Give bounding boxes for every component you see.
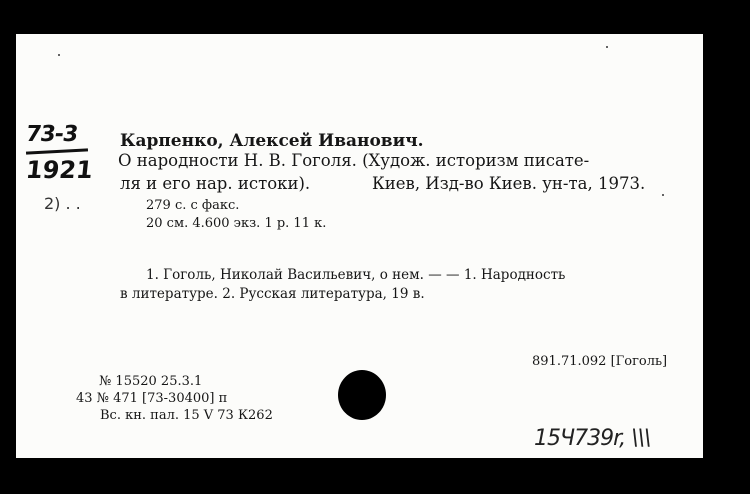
speck	[662, 194, 664, 196]
stamp-circle	[338, 370, 386, 420]
imprint: Киев, Изд-во Киев. ун-та, 1973.	[372, 174, 646, 193]
author-heading: Карпенко, Алексей Иванович.	[120, 131, 424, 151]
catalog-card	[16, 34, 703, 458]
subjects-line-2: в литературе. 2. Русская литература, 19 в.	[120, 286, 425, 302]
speck	[58, 54, 60, 56]
format-price: 20 см. 4.600 экз. 1 р. 11 к.	[146, 216, 327, 231]
title-line-2: ля и его нар. истоки).	[120, 174, 311, 193]
record-line-3: Вс. кн. пал. 15 V 73 К262	[100, 408, 273, 423]
classification: 891.71.092 [Гоголь]	[532, 354, 668, 369]
collation: 279 с. с факс.	[146, 198, 240, 213]
subjects-line-1: 1. Гоголь, Николай Васильевич, о нем. — — 1. Народность	[146, 267, 566, 283]
record-line-1: № 15520 25.3.1	[99, 374, 203, 389]
speck	[606, 46, 608, 48]
handwritten-underline	[26, 148, 88, 154]
handwritten-code-bottom: 1921	[24, 156, 95, 184]
handwritten-mark: 2) . .	[44, 194, 81, 213]
record-line-2: 43 № 471 [73-30400] п	[76, 391, 228, 406]
handwritten-code-top: 73-3	[24, 122, 79, 147]
handwritten-inventory: 15Ч739r, \\\	[534, 426, 651, 451]
title-line-1: О народности Н. В. Гоголя. (Худож. историзм писате-	[118, 151, 590, 170]
